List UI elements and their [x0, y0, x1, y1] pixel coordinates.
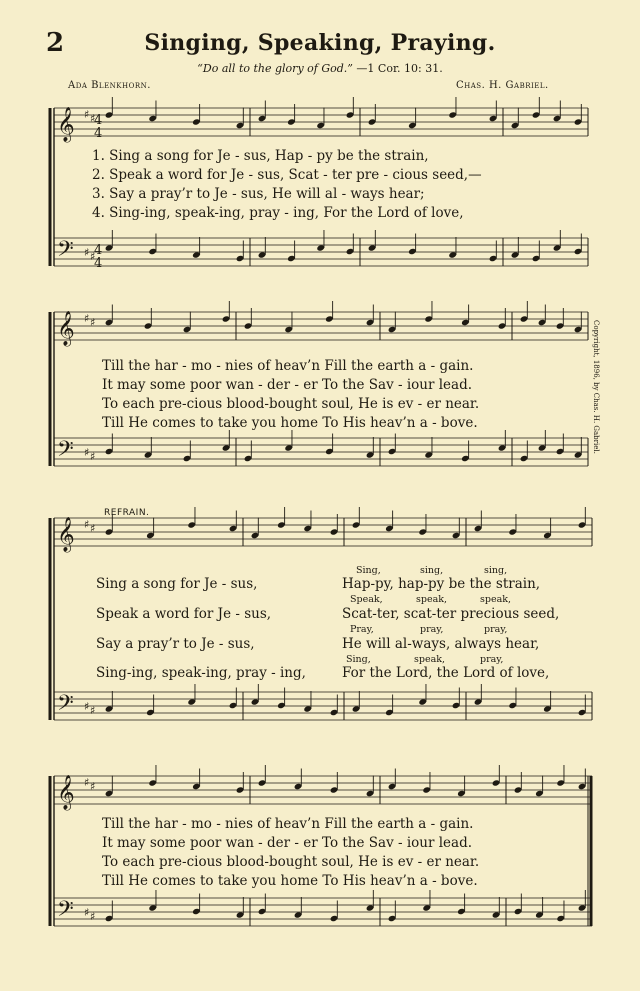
refrain-over-1c: sing,: [484, 565, 508, 576]
refrain-line-3-cont: He will al-ways, always hear,: [342, 636, 540, 652]
key-signature-sharp: ♯: [90, 780, 96, 793]
refrain-line-2: Speak a word for Je - sus,: [96, 606, 272, 622]
verse-2-line-2: It may some poor wan - der - er To the Sav - iour lead.: [102, 377, 473, 393]
bass-clef: 𝄢: [57, 897, 74, 927]
time-signature-top: 4: [94, 243, 103, 258]
epigraph-reference: —1 Cor. 10: 31.: [356, 62, 443, 75]
key-signature-sharp: ♯: [90, 910, 96, 923]
refrain-over-3a: Pray,: [350, 624, 374, 635]
refrain-line-1-cont: Hap-py, hap-py be the strain,: [342, 576, 541, 592]
refrain-over-1a: Sing,: [356, 565, 381, 576]
bass-clef: 𝄢: [57, 437, 74, 467]
refrain-line-3: Say a pray’r to Je - sus,: [96, 636, 255, 652]
time-signature-bottom: 4: [94, 126, 103, 141]
treble-clef: 𝄞: [57, 517, 75, 552]
verse-4-line: 4. Sing-ing, speak-ing, pray - ing, For the Lord of love,: [92, 205, 464, 221]
treble-clef: 𝄞: [57, 311, 75, 346]
refrain-over-2c: speak,: [480, 594, 512, 605]
composer-credit: Chas. H. Gabriel.: [456, 80, 549, 91]
key-signature-sharp: ♯: [90, 316, 96, 329]
verse-4-line-2: Till He comes to take you home To His heav’n a - bove.: [102, 415, 478, 431]
key-signature-sharp: ♯: [84, 518, 90, 531]
bass-clef: 𝄢: [57, 691, 74, 721]
key-signature-sharp: ♯: [84, 446, 90, 459]
time-signature-bottom: 4: [94, 256, 103, 271]
bass-clef: 𝄢: [57, 237, 74, 267]
verse-1-line-2: Till the har - mo - nies of heav’n Fill the earth a - gain.: [102, 358, 474, 374]
refrain-over-4a: Sing,: [346, 654, 371, 665]
final-line-2: It may some poor wan - der - er To the Sav - iour lead.: [102, 835, 473, 851]
key-signature-sharp: ♯: [90, 450, 96, 463]
copyright-notice: Copyright, 1896, by Chas. H. Gabriel.: [592, 320, 600, 454]
key-signature-sharp: ♯: [84, 776, 90, 789]
hymn-title: Singing, Speaking, Praying.: [144, 30, 496, 56]
author-credit: Ada Blenkhorn.: [68, 80, 151, 91]
verse-3-line-2: To each pre-cious blood-bought soul, He is ev - er near.: [102, 396, 480, 412]
key-signature-sharp: ♯: [90, 704, 96, 717]
verse-1-line: 1. Sing a song for Je - sus, Hap - py be the strain,: [92, 148, 429, 164]
key-signature-sharp: ♯: [84, 312, 90, 325]
key-signature-sharp: ♯: [84, 108, 90, 121]
final-line-3: To each pre-cious blood-bought soul, He is ev - er near.: [102, 854, 480, 870]
refrain-over-4b: speak,: [414, 654, 446, 665]
verse-3-line: 3. Say a pray’r to Je - sus, He will al - ways hear;: [92, 186, 425, 202]
refrain-over-4c: pray,: [480, 654, 504, 665]
treble-clef: 𝄞: [57, 107, 75, 142]
key-signature-sharp: ♯: [84, 700, 90, 713]
refrain-line-4: Sing-ing, speak-ing, pray - ing,: [96, 665, 306, 681]
key-signature-sharp: ♯: [90, 112, 96, 125]
refrain-line-1: Sing a song for Je - sus,: [96, 576, 258, 592]
treble-clef: 𝄞: [57, 775, 75, 810]
key-signature-sharp: ♯: [84, 906, 90, 919]
refrain-over-2b: speak,: [416, 594, 448, 605]
refrain-line-2-cont: Scat-ter, scat-ter precious seed,: [342, 606, 560, 622]
refrain-over-1b: sing,: [420, 565, 444, 576]
epigraph-quote: “Do all to the glory of God.”: [197, 62, 353, 75]
verse-2-line: 2. Speak a word for Je - sus, Scat - ter pre - cious seed,—: [92, 167, 482, 183]
time-signature-top: 4: [94, 113, 103, 128]
key-signature-sharp: ♯: [90, 250, 96, 263]
refrain-over-2a: Speak,: [350, 594, 383, 605]
final-line-4: Till He comes to take you home To His heav’n a - bove.: [102, 873, 478, 889]
refrain-over-3c: pray,: [484, 624, 508, 635]
final-line-1: Till the har - mo - nies of heav’n Fill the earth a - gain.: [102, 816, 474, 832]
refrain-label: REFRAIN.: [104, 508, 150, 518]
refrain-line-4-cont: For the Lord, the Lord of love,: [342, 665, 550, 681]
page-number: 2: [46, 28, 65, 58]
key-signature-sharp: ♯: [84, 246, 90, 259]
key-signature-sharp: ♯: [90, 522, 96, 535]
refrain-over-3b: pray,: [420, 624, 444, 635]
